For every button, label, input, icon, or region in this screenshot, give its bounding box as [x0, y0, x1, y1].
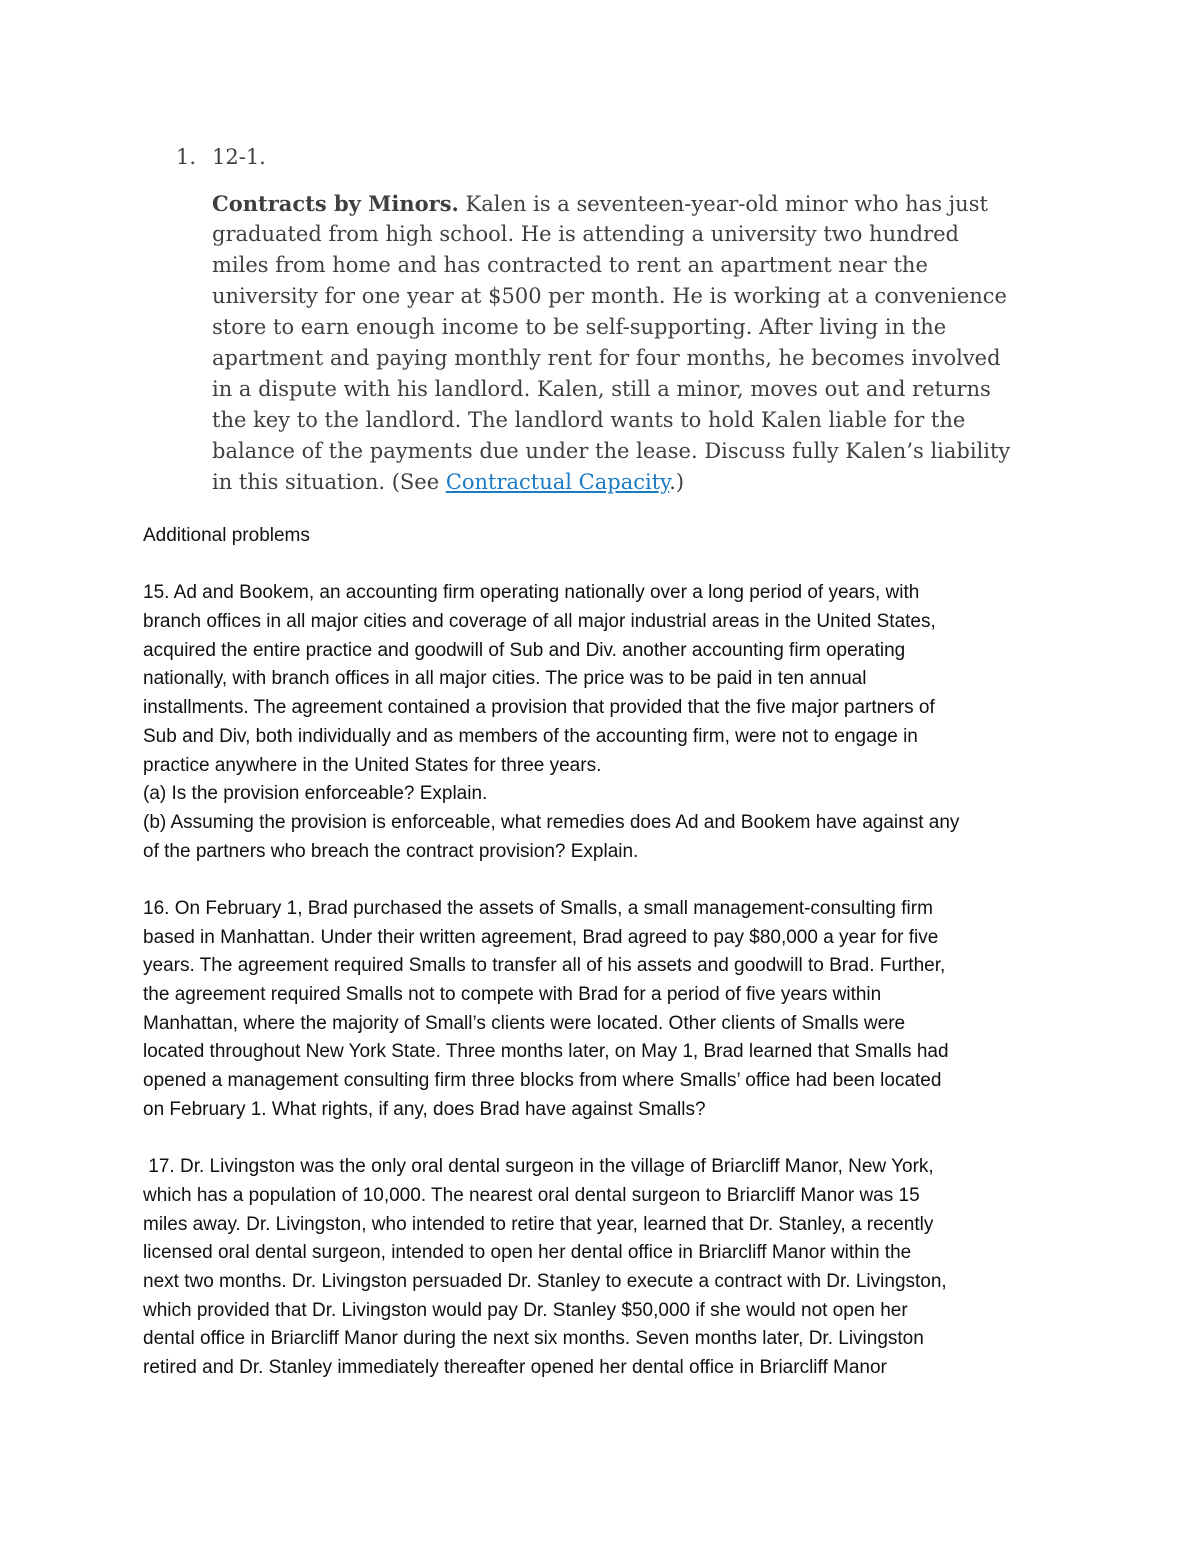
problem-line: which has a population of 10,000. The nearest oral dental surgeon to Briarcliff Manor was 15 — [143, 1184, 920, 1206]
problem-line: acquired the entire practice and goodwill of Sub and Div. another accounting firm operating — [143, 639, 906, 661]
problem-line: next two months. Dr. Livingston persuaded Dr. Stanley to execute a contract with Dr. Livingston, — [143, 1270, 947, 1292]
problem-line: years. The agreement required Smalls to transfer all of his assets and goodwill to Brad. Further, — [143, 955, 946, 977]
problem-line: on February 1. What rights, if any, does Brad have against Smalls? — [143, 1098, 706, 1120]
question-12-1 — [176, 142, 1076, 498]
problem-17 — [143, 1153, 1083, 1383]
question-line: store to earn enough income to be self-supporting. After living in the — [212, 315, 947, 339]
problem-line: Sub and Div, both individually and as members of the accounting firm, were not to engage in — [143, 725, 918, 747]
problem-line: based in Manhattan. Under their written agreement, Brad agreed to pay $80,000 a year for five — [143, 926, 939, 948]
problem-15 — [143, 579, 1083, 866]
question-line-text: in this situation. (See — [212, 470, 446, 494]
question-line: the key to the landlord. The landlord wants to hold Kalen liable for the — [212, 408, 966, 432]
paragraph-gap — [143, 866, 1083, 895]
problem-line: nationally, with branch offices in all major cities. The price was to be paid in ten annual — [143, 668, 867, 690]
problem-line: of the partners who breach the contract provision? Explain. — [143, 840, 639, 862]
problem-line: the agreement required Smalls not to compete with Brad for a period of five years within — [143, 984, 882, 1005]
question-line: university for one year at $500 per month. He is working at a convenience — [212, 284, 1007, 308]
problem-line: installments. The agreement contained a provision that provided that the five major partners of — [143, 697, 935, 719]
question-title: Contracts by Minors. — [212, 191, 459, 216]
problem-line: 17. Dr. Livingston was the only oral dental surgeon in the village of Briarcliff Manor, New York, — [143, 1156, 934, 1178]
section-heading: Additional problems — [143, 525, 310, 546]
problem-line: (a) Is the provision enforceable? Explain. — [143, 783, 488, 805]
problem-line: licensed oral dental surgeon, intended to open her dental office in Briarcliff Manor within the — [143, 1242, 912, 1264]
problem-line: miles away. Dr. Livingston, who intended to retire that year, learned that Dr. Stanley, a recently — [143, 1213, 934, 1235]
contractual-capacity-link[interactable]: Contractual Capacity — [445, 470, 670, 494]
problem-line: 15. Ad and Bookem, an accounting firm operating nationally over a long period of years, with — [143, 582, 920, 604]
additional-problems-section — [143, 522, 1083, 1383]
question-number-line — [176, 142, 1076, 172]
question-number: 12-1. — [212, 145, 266, 169]
problem-line: located throughout New York State. Three months later, on May 1, Brad learned that Smalls had — [143, 1041, 949, 1063]
question-line: apartment and paying monthly rent for four months, he becomes involved — [212, 346, 1001, 370]
problem-line: practice anywhere in the United States for three years. — [143, 754, 602, 776]
question-line-text: .) — [669, 470, 685, 494]
question-line-text: Kalen is a seventeen-year-old minor who has just — [458, 192, 988, 216]
paragraph-gap — [143, 551, 1083, 580]
question-line: in a dispute with his landlord. Kalen, still a minor, moves out and returns — [212, 377, 991, 401]
problem-line: 16. On February 1, Brad purchased the assets of Smalls, a small management-consulting firm — [143, 897, 933, 919]
problem-line: branch offices in all major cities and coverage of all major industrial areas in the United States, — [143, 611, 936, 633]
question-line: graduated from high school. He is attending a university two hundred — [212, 222, 959, 246]
problem-line: which provided that Dr. Livingston would pay Dr. Stanley $50,000 if she would not open her — [143, 1299, 908, 1321]
paragraph-gap — [143, 1124, 1083, 1153]
question-line: miles from home and has contracted to rent an apartment near the — [212, 253, 928, 277]
problem-line: opened a management consulting firm three blocks from where Smalls’ office had been located — [143, 1070, 942, 1092]
question-line — [212, 188, 1042, 219]
problem-line: dental office in Briarcliff Manor during the next six months. Seven months later, Dr. Livingston — [143, 1328, 924, 1350]
problem-line: (b) Assuming the provision is enforceable, what remedies does Ad and Bookem have against any — [143, 811, 960, 833]
question-line: balance of the payments due under the lease. Discuss fully Kalen’s liability — [212, 439, 1011, 463]
problem-16 — [143, 895, 1083, 1125]
problem-line: retired and Dr. Stanley immediately thereafter opened her dental office in Briarcliff Manor — [143, 1356, 887, 1378]
problem-line: Manhattan, where the majority of Small’s clients were located. Other clients of Smalls were — [143, 1012, 906, 1034]
question-line — [212, 467, 1042, 498]
list-marker: 1. — [176, 145, 197, 169]
question-body — [212, 188, 1042, 498]
